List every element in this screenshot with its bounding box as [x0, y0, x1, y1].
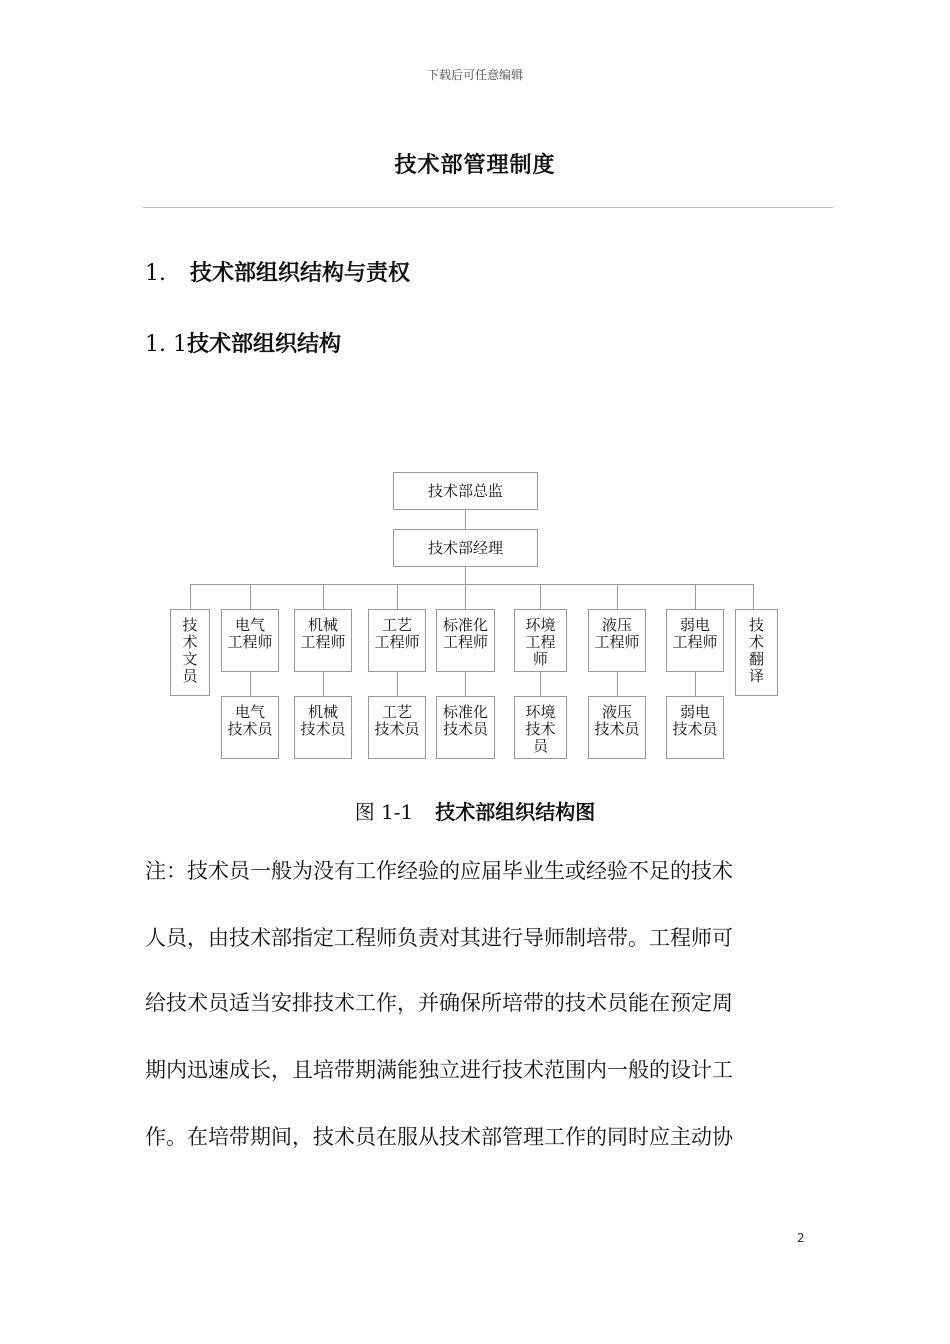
org-box-low-voltage-engineer: 弱电 工程师: [666, 609, 724, 672]
connector-engineer-technician: [250, 672, 251, 696]
connector-engineer-technician: [397, 672, 398, 696]
header-note: 下载后可任意编辑: [426, 68, 523, 82]
connector-engineer-technician: [617, 672, 618, 696]
body-paragraph-line: 给技术员适当安排技术工作，并确保所培带的技术员能在预定周: [145, 991, 733, 1015]
section-number: 1.: [145, 261, 166, 286]
body-paragraph-line: 人员，由技术部指定工程师负责对其进行导师制培带。工程师可: [145, 926, 733, 950]
connector-drop: [753, 584, 754, 609]
connector-horizontal-bus: [190, 584, 753, 585]
org-box-mechanical-engineer: 机械 工程师: [294, 609, 352, 672]
org-box-environment-engineer: 环境 工程 师: [514, 609, 567, 672]
org-box-standardization-engineer: 标准化 工程师: [436, 609, 495, 672]
page-number: 2: [797, 1231, 805, 1245]
body-paragraph-line: 期内迅速成长，且培带期满能独立进行技术范围内一般的设计工: [145, 1058, 733, 1082]
figure-number: 图 1-1: [354, 800, 414, 824]
org-box-mechanical-technician: 机械 技术员: [294, 696, 352, 759]
org-box-low-voltage-technician: 弱电 技术员: [666, 696, 724, 759]
document-title: 技术部管理制度: [394, 153, 556, 178]
connector-engineer-technician: [323, 672, 324, 696]
body-paragraph-line: 作。在培带期间，技术员在服从技术部管理工作的同时应主动协: [145, 1125, 733, 1149]
connector-engineer-technician: [465, 672, 466, 696]
connector-engineer-technician: [540, 672, 541, 696]
org-box-manager: 技术部经理: [393, 529, 538, 567]
org-box-electrical-engineer: 电气 工程师: [221, 609, 279, 672]
connector-drop: [190, 584, 191, 609]
org-box-electrical-technician: 电气 技术员: [221, 696, 279, 759]
figure-title: 技术部组织结构图: [435, 800, 596, 824]
connector-manager-bus: [465, 566, 466, 584]
connector-drop: [250, 584, 251, 609]
org-box-standardization-technician: 标准化 技术员: [436, 696, 495, 759]
subsection-title: 技术部组织结构: [186, 332, 341, 357]
connector-drop: [323, 584, 324, 609]
connector-drop: [617, 584, 618, 609]
org-box-hydraulic-engineer: 液压 工程师: [588, 609, 646, 672]
org-box-hydraulic-technician: 液压 技术员: [588, 696, 646, 759]
org-box-technical-clerk: 技 术 文 员: [170, 609, 210, 696]
section-title: 技术部组织结构与责权: [190, 261, 411, 286]
connector-drop: [695, 584, 696, 609]
connector-drop: [465, 584, 466, 609]
connector-drop: [540, 584, 541, 609]
subsection-number: 1. 1: [145, 332, 187, 357]
org-box-process-technician: 工艺 技术员: [368, 696, 426, 759]
org-box-director: 技术部总监: [393, 472, 538, 510]
connector-director-manager: [465, 510, 466, 529]
org-box-process-engineer: 工艺 工程师: [368, 609, 426, 672]
org-box-technical-translator: 技 术 翻 译: [735, 609, 778, 696]
connector-engineer-technician: [695, 672, 696, 696]
org-box-environment-technician: 环境 技术 员: [514, 696, 567, 759]
connector-drop: [397, 584, 398, 609]
figure-caption: [0, 796, 950, 825]
body-paragraph-line: 注：技术员一般为没有工作经验的应届毕业生或经验不足的技术: [145, 859, 733, 883]
